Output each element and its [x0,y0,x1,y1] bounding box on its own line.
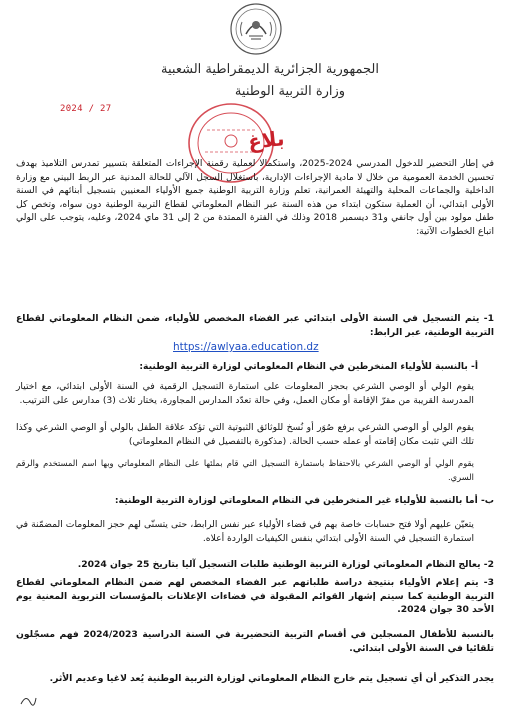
section-b-title: ب- أما بالنسبة للأولياء غير المنخرطين في النظام المعلوماتي لوزارة التربية الوطنية: [114,495,494,506]
republic-title: الجمهورية الجزائرية الديمقراطية الشعبية [161,62,379,77]
section-a-bullet-3: يقوم الولي أو الوصي الشرعي بالاحتفاظ باستمارة التسجيل التي قام بملئها على النظام المعلوماتي وبها اسم المستخدم والرقم السري. [16,458,474,482]
note-reminder: يجدر التذكير أن أي تسجيل يتم خارج النظام المعلوماتي لوزارة التربية الوطنية يُعد لاغيا وعديم الأثر. [49,673,494,684]
notice-word: بلاغ [246,126,286,154]
step-3: 3- يتم إعلام الأولياء بنتيجة دراسة طلباتهم عبر الفضاء المخصص لهم ضمن النظام المعلوماتي لقطاع التربية الوطنية كما سيتم إشهار القوائم المقبولة في فضاءات الإعلانات بالمؤسسات التربوية المعنية يوم الأحد 30 جوان 2024. [16,577,494,616]
intro-paragraph: في إطار التحضير للدخول المدرسي 2024-2025، واستكمالا لعملية رقمنة الإجراءات المتعلقة بتسيير تمدرس التلاميذ بهدف تحسين الخدمة العمومية من خلال لا مادية الإجراءات الإدارية، باستغلال السجل الآلي للحالة المدنية عبر الربط البيني مع وزارة الداخلية والجماعات المحلية والتهيئة العمرانية، تعلم وزارة التربية الوطنية جميع الأولياء المعنيين بتسجيل أبنائهم في السنة الأولى ابتدائي، أن العملية ستكون ابتداء من هذه السنة عبر النظام المعلوماتي لقطاع التربية الوطنية دون سواه، وتخص كل طفل مولود بين أول جانفي و31 ديسمبر 2018 وذلك في الفترة الممتدة من 2 إلى 31 ماي 2024، وعليه، يتوجب على الولي اتباع الخطوات الآتية: [16,158,494,237]
state-emblem-icon [229,2,283,56]
registration-link[interactable]: https://awlyaa.education.dz [173,341,319,353]
note-preschool: بالنسبة للأطفال المسجلين في أقسام التربية التحضيرية في السنة الدراسية 2024/2023 فهم مسجّلون تلقائيا في السنة الأولى ابتدائي. [16,629,494,654]
section-a-title: أ- بالنسبة للأولياء المنخرطين في النظام المعلوماتي لوزارة التربية الوطنية: [139,361,478,372]
section-a-bullet-1: يقوم الولي أو الوصي الشرعي بحجز المعلومات على استمارة التسجيل الرقمية في السنة الأولى ابتدائي، مع اختيار المدرسة القريبة من مقرّ الإقامة أو مكان العمل، وفي حالة تعدّد المدارس المجاورة، يختار ثلاث (3) مدارس على الترتيب. [16,381,474,406]
ministry-title: وزارة التربية الوطنية [234,84,346,99]
signature-mark-icon [18,690,38,712]
step-1: 1- يتم التسجيل في السنة الأولى ابتدائي عبر الفضاء المخصص للأولياء، ضمن النظام المعلوماتي لقطاع التربية الوطنية، عبر الرابط: [16,313,494,338]
section-a-bullet-2: يقوم الولي أو الوصي الشرعي برفع صُوَر أو نُسخ للوثائق الثبوتية التي تؤكد علاقة الطفل بالولي أو الوصي الشرعي وكذا تلك التي تثبت مكان إقامته أو عمله حسب الحالة. (مذكورة بالتفصيل في النظام المعلوماتي) [16,422,474,447]
section-b-bullet-1: يتعيّن عليهم أولا فتح حسابات خاصة بهم في فضاء الأولياء عبر نفس الرابط، حتى يتسنّى لهم حجز المعلومات المضمّنة في استمارة التسجيل في السنة الأولى ابتدائي بنفس الكيفيات الواردة أعلاه. [16,519,474,544]
handwritten-date: 2024 / 27 [60,104,112,114]
step-2: 2- يعالج النظام المعلوماتي لوزارة التربية الوطنية طلبات التسجيل آليا بتاريخ 25 جوان 2024. [77,559,494,570]
